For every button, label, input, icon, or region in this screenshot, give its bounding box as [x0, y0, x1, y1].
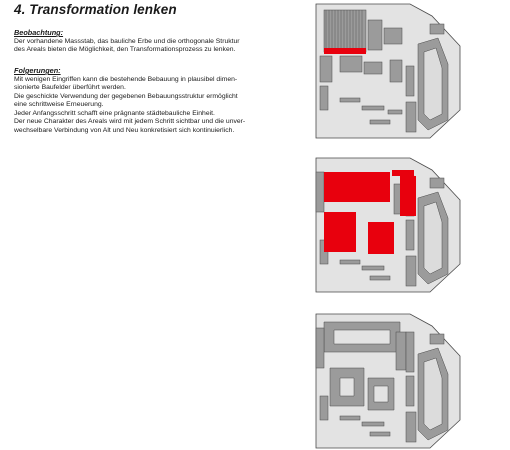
folgerungen-line: eine schrittweise Erneuerung.	[14, 101, 104, 109]
text-column	[14, 0, 299, 134]
intervention-highlight	[324, 48, 366, 54]
folgerungen-line: Mit wenigen Eingriffen kann die bestehende Bebauung in plausibel dimen-	[14, 75, 238, 83]
site-plan-icon	[310, 312, 470, 450]
folgerungen-line: Die geschickte Verwendung der gegebenen Bebauungsstruktur ermöglicht	[14, 92, 238, 100]
beobachtung-line: Der vorhandene Massstab, das bauliche Erbe und die orthogonale Struktur	[14, 37, 240, 45]
beobachtung-line: des Areals bieten die Möglichkeit, den Transformationsprozess zu lenken.	[14, 46, 236, 54]
site-plan-icon	[310, 2, 470, 140]
site-plan-icon	[310, 156, 470, 294]
folgerungen-line: Jeder Anfangsschritt schafft eine prägnante städtebauliche Einheit.	[14, 109, 215, 117]
folgerungen-heading: Folgerungen:	[14, 66, 61, 75]
beobachtung-heading: Beobachtung:	[14, 28, 64, 37]
folgerungen-line: wechselbare Verbindung von Alt und Neu konkretisiert sich kontinuierlich.	[14, 126, 235, 134]
folgerungen-line: Der neue Charakter des Areals wird mit jedem Schritt sichtbar und die unver-	[14, 118, 246, 126]
site-plan-stage-1	[310, 2, 470, 140]
folgerungen-line: sionierte Baufelder überführt werden.	[14, 84, 126, 92]
beobachtung-block	[14, 29, 299, 55]
folgerungen-block	[14, 67, 299, 135]
page-title: 4. Transformation lenken	[14, 2, 177, 17]
site-plan-stage-2	[310, 156, 470, 294]
site-plan-stage-3	[310, 312, 470, 450]
